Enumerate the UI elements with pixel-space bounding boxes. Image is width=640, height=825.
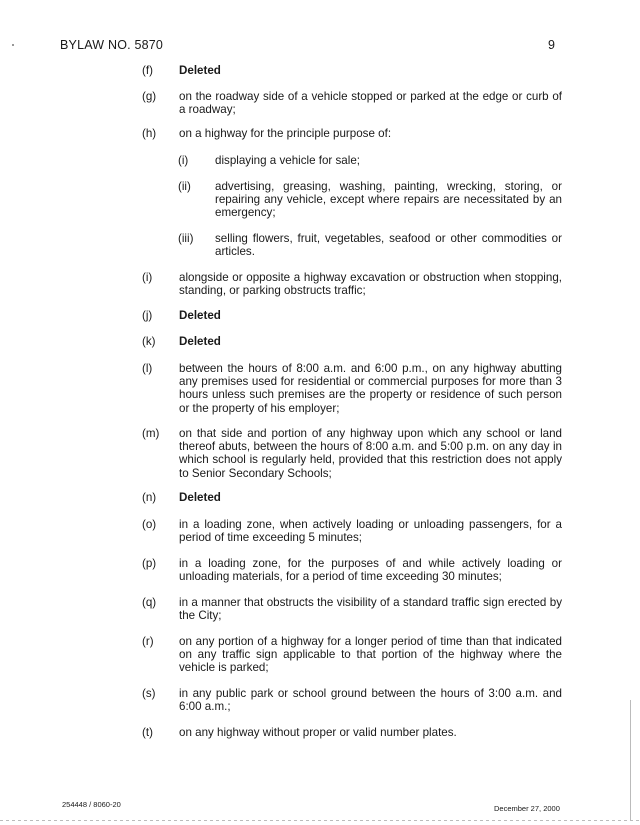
clause-letter: (r) [142,635,154,648]
clause-r [142,635,562,675]
subclause-text: advertising, greasing, washing, painting, wrecking, storing, or repairing any vehicle, except where repairs are necessitated by an emergency; [215,180,562,220]
document-reference: 254448 / 8060-20 [62,800,121,809]
clause-g [142,90,562,116]
clause-l [142,362,562,415]
page-number: 9 [548,38,555,52]
bylaw-title: BYLAW NO. 5870 [60,38,164,52]
clause-letter: (i) [142,271,153,284]
clause-text: in a loading zone, for the purposes of and while actively loading or unloading materials, for a period of time exceeding 30 minutes; [179,557,562,584]
subclause-numeral: (iii) [178,232,194,245]
clause-h [142,127,562,140]
subclause-ii [178,180,562,220]
clause-letter: (t) [142,726,153,739]
clause-o [142,518,562,544]
clause-letter: (f) [142,64,153,77]
clause-text: in a loading zone, when actively loading or unloading passengers, for a period of time exceeding 5 minutes; [179,518,562,545]
clause-text: in any public park or school ground between the hours of 3:00 a.m. and 6:00 a.m.; [179,687,562,714]
clause-m [142,427,562,480]
clause-text: Deleted [179,335,221,348]
clause-f [142,64,562,77]
clause-s [142,687,562,713]
clause-j [142,309,562,322]
clause-text: alongside or opposite a highway excavation or obstruction when stopping, standing, or parking obstructs traffic; [179,271,562,298]
clause-i [142,271,562,297]
clause-letter: (q) [142,596,157,609]
clause-text: Deleted [179,64,221,77]
clause-text: Deleted [179,491,221,504]
clause-letter: (s) [142,687,156,700]
clause-text: on a highway for the principle purpose of: [179,127,392,140]
subclause-numeral: (i) [178,154,189,167]
clause-letter: (h) [142,127,157,140]
clause-letter: (o) [142,518,157,531]
clause-letter: (p) [142,557,157,570]
subclause-text: selling flowers, fruit, vegetables, seafood or other commodities or articles. [215,232,562,259]
scan-edge-line [630,700,631,820]
subclause-i [178,154,562,167]
clause-p [142,557,562,583]
subclause-text: displaying a vehicle for sale; [215,154,361,167]
clause-text: on any portion of a highway for a longer period of time than that indicated on any traffic sign applicable to that portion of the highway where the vehicle is parked; [179,635,562,675]
clause-k [142,335,562,348]
scan-speck [12,44,14,46]
clause-text: Deleted [179,309,221,322]
clause-letter: (g) [142,90,157,103]
clause-t [142,726,562,739]
document-date: December 27, 2000 [494,804,560,813]
clause-letter: (m) [142,427,160,440]
subclause-numeral: (ii) [178,180,191,193]
subclause-iii [178,232,562,258]
clause-text: between the hours of 8:00 a.m. and 6:00 p.m., on any highway abutting any premises used for residential or commercial purposes for more than 3 hours unless such premises are the property or residence of such person or the property of his employer; [179,362,562,415]
clause-q [142,596,562,622]
clause-text: in a manner that obstructs the visibility of a standard traffic sign erected by the City; [179,596,562,623]
clause-text: on the roadway side of a vehicle stopped or parked at the edge or curb of a roadway; [179,90,562,117]
clause-letter: (j) [142,309,153,322]
scan-bottom-edge [0,820,640,821]
clause-letter: (k) [142,335,156,348]
clause-n [142,491,562,504]
clause-text: on that side and portion of any highway upon which any school or land thereof abuts, between the hours of 8:00 a.m. and 5:00 p.m. on any day in which school is regularly held, provided that this restriction does not apply to Senior Secondary Schools; [179,427,562,480]
clause-letter: (n) [142,491,157,504]
clause-letter: (l) [142,362,153,375]
clause-text: on any highway without proper or valid number plates. [179,726,457,739]
